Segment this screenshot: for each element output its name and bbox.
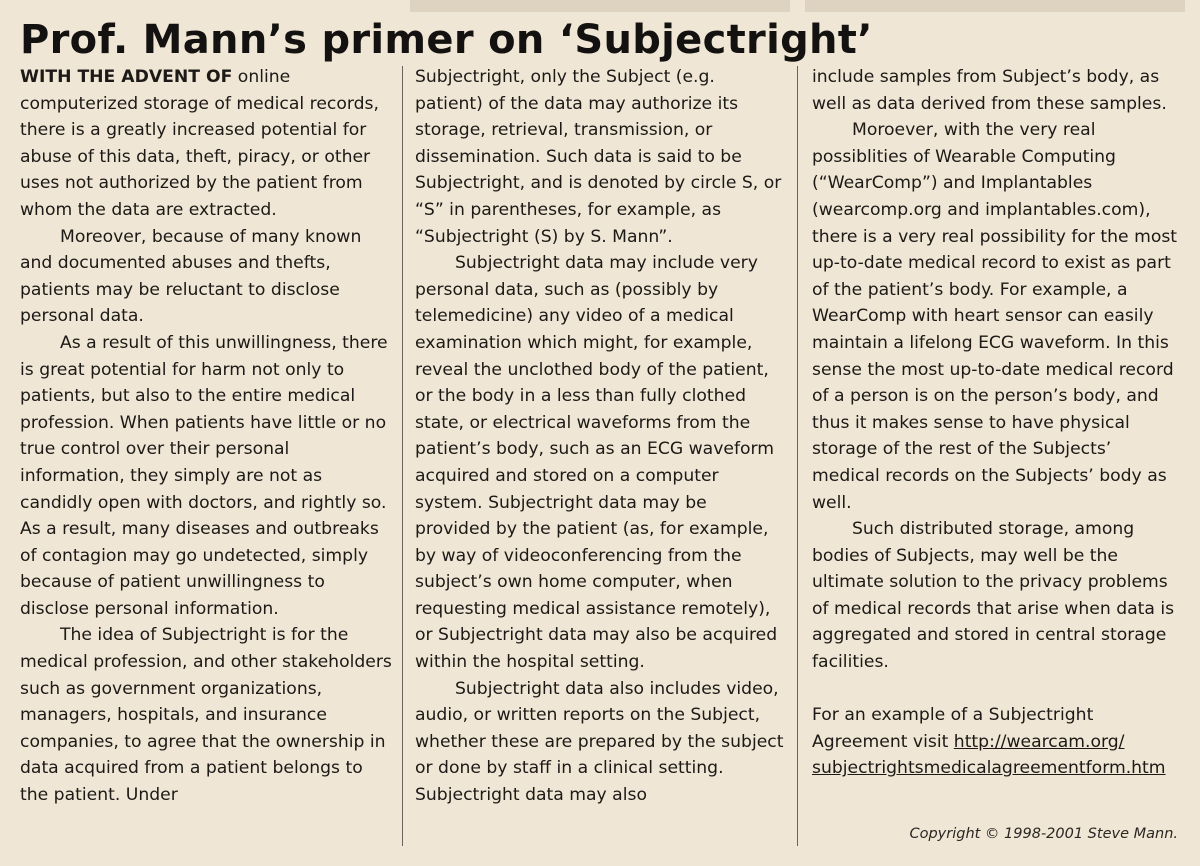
lead-in: WITH THE ADVENT OF (20, 67, 233, 87)
column-3 (812, 64, 1184, 782)
column-1 (20, 64, 392, 809)
agreement-link[interactable]: http://wearcam.org/ subjectrightsmedicalagreementform.htm (812, 731, 1166, 779)
paragraph-10: Such distributed storage, among bodies of Subjects, may well be the ultimate solution to the privacy problems of medical records that arise when data is aggregated and stored in central storage facilities. (812, 519, 1175, 673)
paragraph-11 (812, 702, 1184, 782)
column-divider-1 (402, 66, 403, 846)
paragraph-5: Subjectright, only the Subject (e.g. patient) of the data may authorize its storage, retrieval, transmission, or dissemination. Such data is said to be Subjectright, and is denoted by circle S, or “S” in parentheses, for example, as “Subjectright (S) by S. Mann”. (415, 67, 782, 247)
paragraph-9: Moroever, with the very real possiblities of Wearable Computing (“WearComp”) and Implantables (wearcomp.org and implantables.com), there is a very real possibility for the most up-to-date medical record to exist as part of the patient’s body. For example, a WearComp with heart sensor can easily maintain a lifelong ECG waveform. In this sense the most up-to-date medical record of a person is on the person’s body, and thus it makes sense to have physical storage of the rest of the Subjects’ medical records on the Subjects’ body as well. (812, 120, 1178, 513)
paragraph-4: The idea of Subjectright is for the medical profession, and other stakeholders such as government organizations, managers, hospitals, and insurance companies, to agree that the ownership in data acquired from a patient belongs to the patient. Under (20, 625, 392, 806)
column-divider-2 (797, 66, 798, 846)
paragraph-7: Subjectright data also includes video, audio, or written reports on the Subject, whether these are prepared by the subject or done by staff in a clinical setting. Subjectright data may also (415, 678, 784, 806)
paragraph-1-text: online computerized storage of medical records, there is a greatly increased potential for abuse of this data, theft, piracy, or other uses not authorized by the patient from whom the data are extracted. (20, 67, 379, 220)
previous-page-bleed-right (805, 0, 1185, 12)
article-title: Prof. Mann’s primer on ‘Subjectright’ (20, 17, 873, 63)
paragraph-8: include samples from Subject’s body, as well as data derived from these samples. (812, 67, 1167, 114)
previous-page-bleed (410, 0, 790, 12)
column-2 (415, 64, 787, 809)
agreement-intro: For an example of a Subjectright Agreement visit (812, 705, 1094, 752)
copyright-notice: Copyright © 1998-2001 Steve Mann. (909, 826, 1178, 842)
paragraph-1 (20, 64, 392, 224)
paragraph-6: Subjectright data may include very personal data, such as (possibly by telemedicine) any video of a medical examination which might, for example, reveal the unclothed body of the patient, or the body in a less than fully clothed state, or electrical waveforms from the patient’s body, such as an ECG waveform acquired and stored on a computer system. Subjectright data may be provided by the patient (as, for example, by way of videoconferencing from the subject’s own home computer, when requesting medical assistance remotely), or Subjectright data may also be acquired within the hospital setting. (415, 253, 778, 673)
paragraph-2: Moreover, because of many known and documented abuses and thefts, patients may be reluctant to disclose personal data. (20, 226, 362, 327)
paragraph-3: As a result of this unwillingness, there is great potential for harm not only to patients, but also to the entire medical profession. When patients have little or no true control over their personal information, they simply are not as candidly open with doctors, and rightly so. As a result, many diseases and outbreaks of contagion may go undetected, simply because of patient unwillingness to disclose personal information. (20, 332, 388, 619)
paragraph-gap (812, 676, 1184, 703)
